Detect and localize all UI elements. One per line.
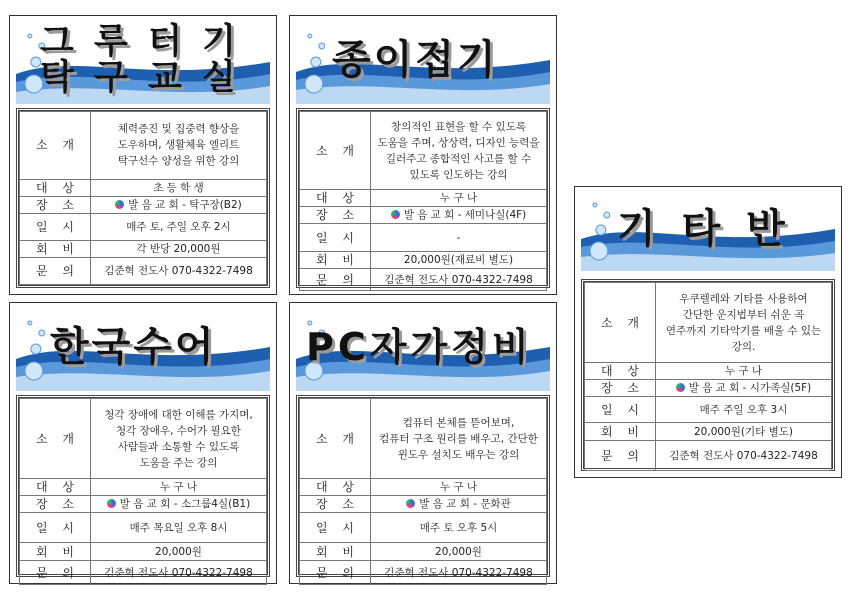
fee-value: 20,000원(기타 별도)	[656, 423, 832, 441]
intro-label: 소 개	[300, 112, 371, 190]
card-header	[16, 22, 270, 104]
class-card-sign-language	[9, 302, 277, 584]
target-label: 대 상	[300, 479, 371, 496]
class-card-table-tennis	[9, 15, 277, 295]
place-value: 발 음 교 회 - 소그룹4실(B1)	[91, 496, 267, 513]
fee-value: 각 반당 20,000원	[91, 240, 267, 257]
target-value: 초 등 학 생	[91, 179, 267, 196]
time-label: 일 시	[20, 214, 91, 241]
time-label: 일 시	[585, 397, 656, 423]
time-label: 일 시	[20, 513, 91, 543]
contact-value: 김준혁 전도사 070-4322-7498	[371, 269, 547, 291]
place-value: 발 음 교 회 - 문화관	[371, 496, 547, 513]
card-header	[296, 309, 550, 391]
contact-value: 김준혁 전도사 070-4322-7498	[371, 561, 547, 585]
place-value: 발 음 교 회 - 탁구장(B2)	[91, 196, 267, 213]
place-label: 장 소	[585, 380, 656, 397]
target-label: 대 상	[585, 363, 656, 380]
fee-label: 회 비	[300, 252, 371, 269]
target-label: 대 상	[20, 479, 91, 496]
time-label: 일 시	[300, 513, 371, 543]
fee-label: 회 비	[585, 423, 656, 441]
time-value: 매주 목요일 오후 8시	[91, 513, 267, 543]
info-table	[16, 108, 270, 288]
fee-label: 회 비	[20, 543, 91, 561]
place-value: 발 음 교 회 - 세미나실(4F)	[371, 207, 547, 224]
contact-label: 문 의	[20, 258, 91, 285]
target-value: 누 구 나	[656, 363, 832, 380]
class-card-guitar	[574, 186, 842, 478]
fee-value: 20,000원(재료비 별도)	[371, 252, 547, 269]
place-value: 발 음 교 회 - 시가족실(5F)	[656, 380, 832, 397]
card-header	[16, 309, 270, 391]
church-logo-icon	[115, 200, 124, 209]
place-label: 장 소	[20, 496, 91, 513]
contact-value: 김준혁 전도사 070-4322-7498	[91, 258, 267, 285]
fee-value: 20,000원	[91, 543, 267, 561]
target-value: 누 구 나	[91, 479, 267, 496]
contact-label: 문 의	[300, 561, 371, 585]
intro-value: 창의적인 표현을 할 수 있도록 도움을 주며, 상상력, 디자인 능력을 길러주고 종합적인 사고를 할 수 있도록 인도하는 강의	[371, 112, 547, 190]
class-card-origami	[289, 15, 557, 295]
target-label: 대 상	[300, 190, 371, 207]
time-value: -	[371, 224, 547, 252]
fee-label: 회 비	[20, 240, 91, 257]
church-logo-icon	[406, 499, 415, 508]
class-card-pc-maintenance	[289, 302, 557, 584]
intro-label: 소 개	[20, 399, 91, 479]
time-value: 매주 토 오후 5시	[371, 513, 547, 543]
info-table	[296, 395, 550, 580]
target-value: 누 구 나	[371, 190, 547, 207]
intro-value: 청각 장애에 대한 이해를 가지며, 청각 장애우, 수어가 필요한 사람들과 소통할 수 있도록 도움을 주는 강의	[91, 399, 267, 479]
fee-value: 20,000원	[371, 543, 547, 561]
time-value: 매주 토, 주일 오후 2시	[91, 214, 267, 241]
fee-label: 회 비	[300, 543, 371, 561]
contact-value: 김준혁 전도사 070-4322-7498	[656, 441, 832, 471]
contact-value: 김준혁 전도사 070-4322-7498	[91, 561, 267, 585]
church-logo-icon	[107, 499, 116, 508]
place-label: 장 소	[20, 196, 91, 213]
intro-value: 우쿠렐레와 기타를 사용하여 간단한 운지법부터 쉬운 곡 연주까지 기타악기를 배울 수 있는 강의.	[656, 283, 832, 363]
target-value: 누 구 나	[371, 479, 547, 496]
class-title: PC자가정비	[306, 325, 533, 369]
class-title: 기 타 반	[617, 206, 791, 252]
intro-label: 소 개	[585, 283, 656, 363]
intro-label: 소 개	[20, 112, 91, 180]
class-title-line2: 탁 구 교 실	[40, 58, 240, 98]
intro-value: 컴퓨터 본체를 뜯어보며, 컴퓨터 구조 원리를 배우고, 간단한 윈도우 설치도 배우는 강의	[371, 399, 547, 479]
place-label: 장 소	[300, 496, 371, 513]
info-table	[581, 279, 835, 471]
class-title-line1: 그 루 터 기	[40, 22, 240, 62]
contact-label: 문 의	[585, 441, 656, 471]
class-title: 한국수어	[50, 324, 217, 370]
target-label: 대 상	[20, 179, 91, 196]
card-header	[581, 193, 835, 271]
card-header	[296, 22, 550, 104]
church-logo-icon	[676, 383, 685, 392]
time-value: 매주 주일 오후 3시	[656, 397, 832, 423]
intro-label: 소 개	[300, 399, 371, 479]
church-logo-icon	[391, 210, 400, 219]
contact-label: 문 의	[20, 561, 91, 585]
place-label: 장 소	[300, 207, 371, 224]
info-table	[16, 395, 270, 580]
contact-label: 문 의	[300, 269, 371, 291]
class-title: 종이접기	[332, 37, 499, 83]
info-table	[296, 108, 550, 288]
intro-value: 체력증진 및 집중력 향상을 도우하며, 생활체육 엘리트 탁구선수 양성을 위한 강의	[91, 112, 267, 180]
time-label: 일 시	[300, 224, 371, 252]
